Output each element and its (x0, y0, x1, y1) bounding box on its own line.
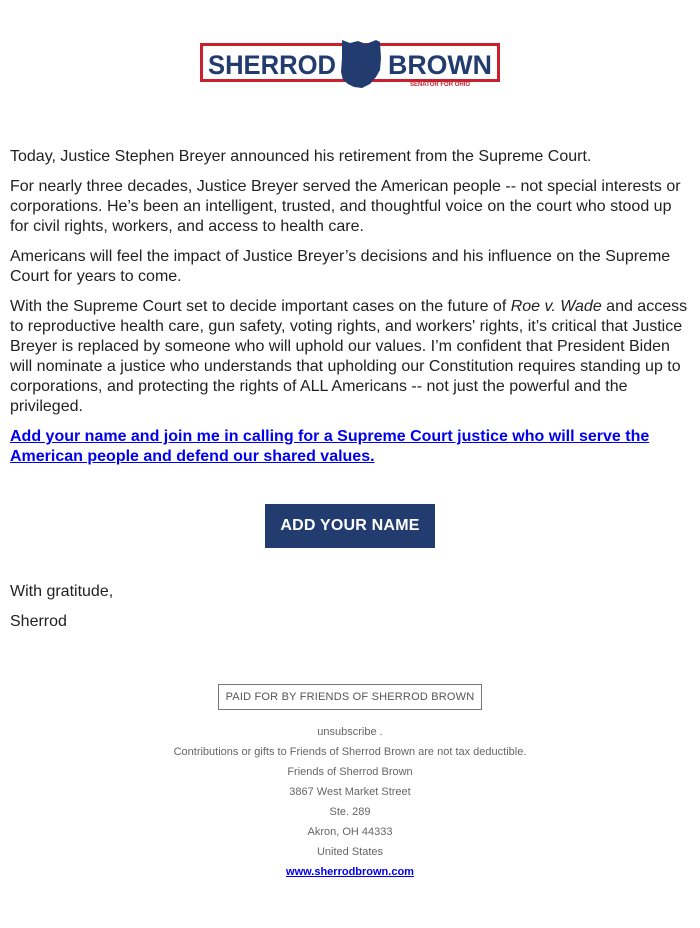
website-link[interactable]: www.sherrodbrown.com (286, 866, 414, 878)
paragraph-1: Today, Justice Stephen Breyer announced his retirement from the Supreme Court. (10, 148, 592, 165)
footer-city: Akron, OH 44333 (307, 826, 393, 838)
paid-for-disclaimer: PAID FOR BY FRIENDS OF SHERROD BROWN (218, 684, 482, 710)
closing-gratitude: With gratitude, (10, 583, 114, 600)
closing-signature: Sherrod (10, 613, 67, 630)
sherrod-brown-logo (200, 40, 500, 88)
footer (0, 722, 700, 882)
footer-country: United States (316, 846, 384, 858)
logo-name-right: BROWN (388, 50, 492, 80)
tax-disclaimer: Contributions or gifts to Friends of Sherrod Brown are not tax deductible. (173, 746, 527, 758)
footer-street: 3867 West Market Street (289, 786, 411, 798)
logo-tagline: SENATOR FOR OHIO (409, 82, 471, 88)
paragraph-3: Americans will feel the impact of Justice Breyer’s decisions and his influence on the Supreme Court for years to come. (10, 248, 671, 285)
unsubscribe-link[interactable]: unsubscribe (317, 726, 377, 738)
add-your-name-link[interactable]: Add your name and join me in calling for a Supreme Court justice who will serve the American people and defend our shared values. (10, 428, 650, 465)
paragraph-4-text-after: and access to reproductive health care, gun safety, voting rights, and workers' rights, it’s critical that Justice Breyer is replaced by someone who will uphold our values. I’m confident that President Biden will nominate a justice who understands that upholding our Constitution requires standing up to corporations, and protecting the rights of ALL Americans -- not just the powerful and the privileged. (10, 298, 688, 415)
paragraph-4 (10, 297, 690, 417)
unsubscribe-suffix: . (376, 726, 383, 738)
closing (10, 582, 113, 642)
paragraph-2: For nearly three decades, Justice Breyer served the American people -- not special interests or corporations. He’s been an intelligent, trusted, and thoughtful voice on the court who stood up for civil rights, workers, and access to health care. (10, 178, 681, 235)
add-your-name-button[interactable]: ADD YOUR NAME (265, 504, 435, 548)
paragraph-4-text-before: With the Supreme Court set to decide important cases on the future of (10, 298, 511, 315)
email-body (10, 147, 690, 467)
roe-v-wade-text: Roe v. Wade (510, 298, 602, 315)
footer-org: Friends of Sherrod Brown (287, 766, 413, 778)
logo-name-left: SHERROD (208, 50, 336, 80)
footer-suite: Ste. 289 (329, 806, 371, 818)
unsubscribe-line (0, 722, 700, 742)
